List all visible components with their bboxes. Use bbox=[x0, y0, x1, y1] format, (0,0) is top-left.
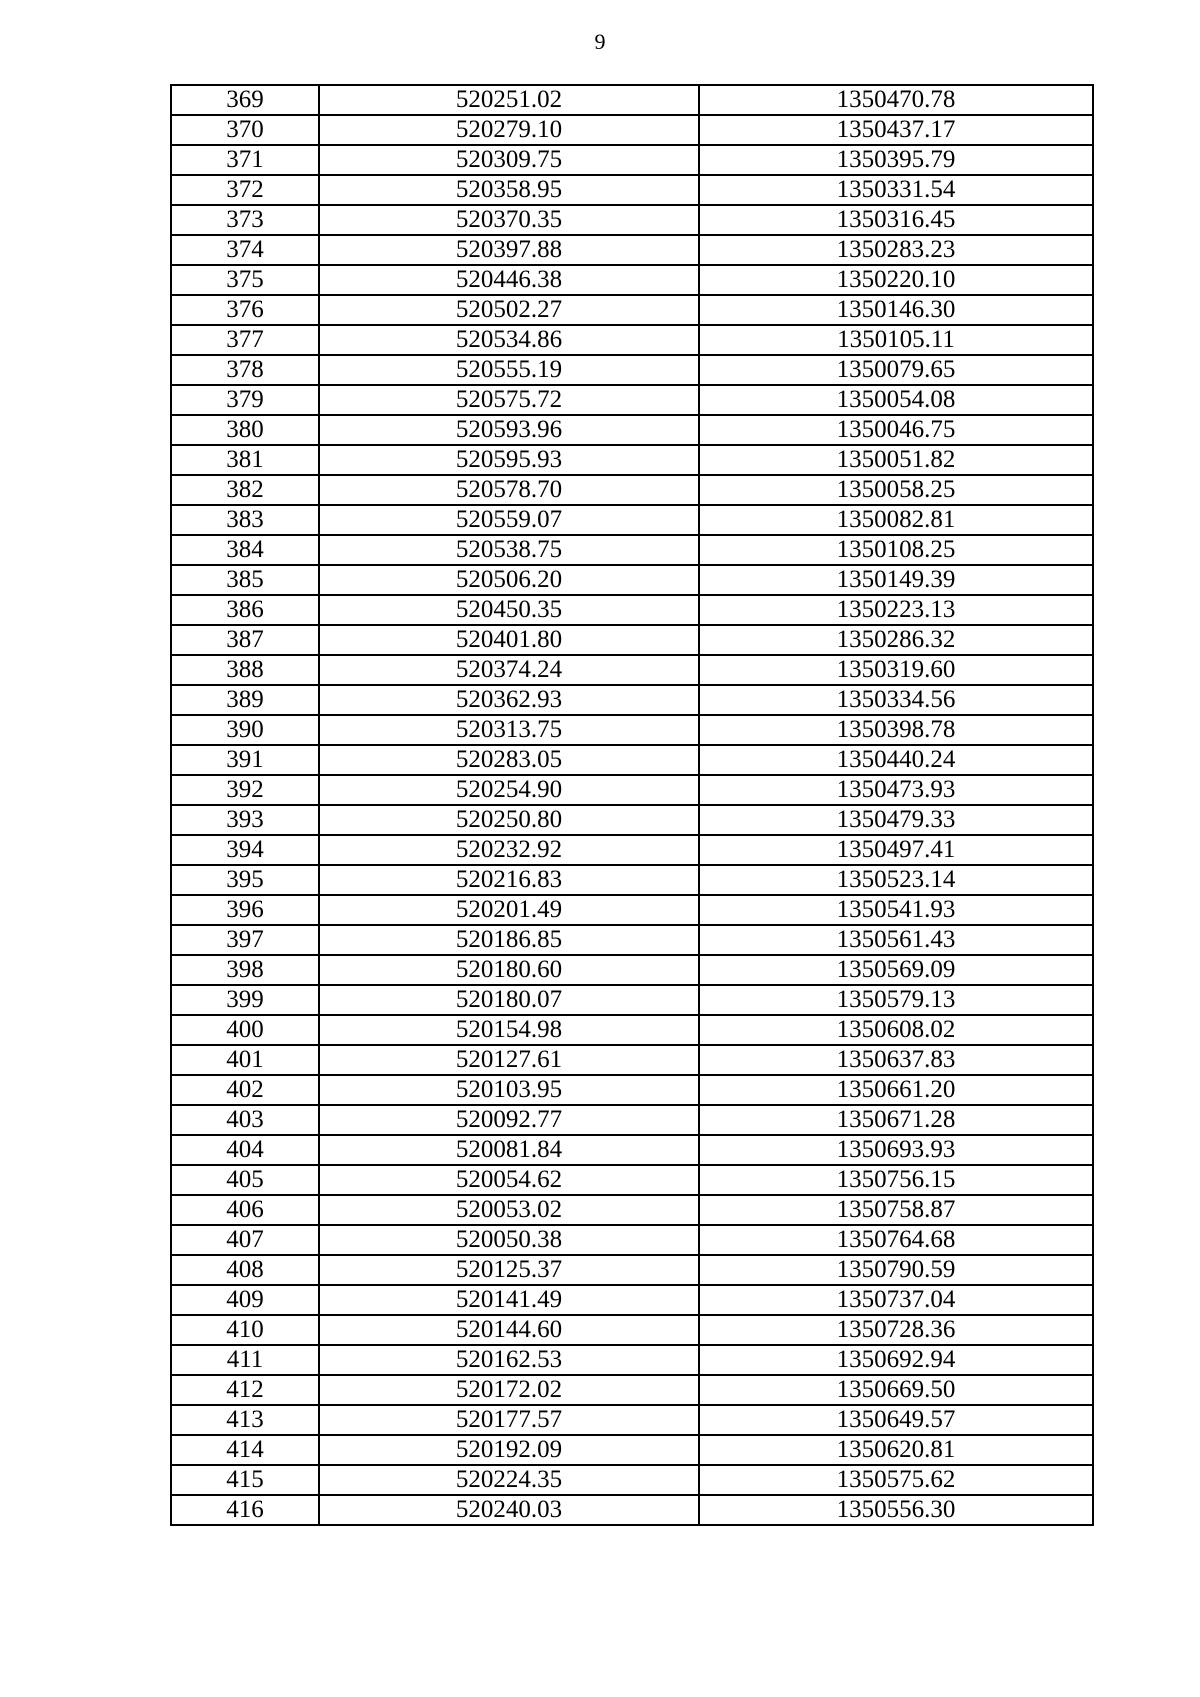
coordinates-table-body bbox=[171, 85, 1093, 1525]
x-coordinate-cell: 520054.62 bbox=[319, 1165, 699, 1195]
point-number-cell: 402 bbox=[171, 1075, 319, 1105]
table-row bbox=[171, 85, 1093, 115]
y-coordinate-cell: 1350079.65 bbox=[699, 355, 1093, 385]
point-number-cell: 392 bbox=[171, 775, 319, 805]
table-row bbox=[171, 1315, 1093, 1345]
y-coordinate-cell: 1350569.09 bbox=[699, 955, 1093, 985]
y-coordinate-cell: 1350756.15 bbox=[699, 1165, 1093, 1195]
table-row bbox=[171, 1435, 1093, 1465]
x-coordinate-cell: 520162.53 bbox=[319, 1345, 699, 1375]
point-number-cell: 377 bbox=[171, 325, 319, 355]
table-row bbox=[171, 775, 1093, 805]
y-coordinate-cell: 1350620.81 bbox=[699, 1435, 1093, 1465]
y-coordinate-cell: 1350108.25 bbox=[699, 535, 1093, 565]
point-number-cell: 379 bbox=[171, 385, 319, 415]
point-number-cell: 404 bbox=[171, 1135, 319, 1165]
table-row bbox=[171, 1255, 1093, 1285]
table-row bbox=[171, 955, 1093, 985]
y-coordinate-cell: 1350051.82 bbox=[699, 445, 1093, 475]
point-number-cell: 380 bbox=[171, 415, 319, 445]
y-coordinate-cell: 1350693.93 bbox=[699, 1135, 1093, 1165]
table-row bbox=[171, 1285, 1093, 1315]
x-coordinate-cell: 520446.38 bbox=[319, 265, 699, 295]
table-row bbox=[171, 895, 1093, 925]
x-coordinate-cell: 520534.86 bbox=[319, 325, 699, 355]
x-coordinate-cell: 520575.72 bbox=[319, 385, 699, 415]
point-number-cell: 388 bbox=[171, 655, 319, 685]
table-row bbox=[171, 415, 1093, 445]
x-coordinate-cell: 520358.95 bbox=[319, 175, 699, 205]
y-coordinate-cell: 1350470.78 bbox=[699, 85, 1093, 115]
x-coordinate-cell: 520251.02 bbox=[319, 85, 699, 115]
x-coordinate-cell: 520240.03 bbox=[319, 1495, 699, 1525]
x-coordinate-cell: 520103.95 bbox=[319, 1075, 699, 1105]
table-row bbox=[171, 445, 1093, 475]
x-coordinate-cell: 520370.35 bbox=[319, 205, 699, 235]
y-coordinate-cell: 1350579.13 bbox=[699, 985, 1093, 1015]
table-row bbox=[171, 1465, 1093, 1495]
point-number-cell: 406 bbox=[171, 1195, 319, 1225]
x-coordinate-cell: 520279.10 bbox=[319, 115, 699, 145]
x-coordinate-cell: 520401.80 bbox=[319, 625, 699, 655]
table-row bbox=[171, 1375, 1093, 1405]
y-coordinate-cell: 1350523.14 bbox=[699, 865, 1093, 895]
y-coordinate-cell: 1350561.43 bbox=[699, 925, 1093, 955]
table-row bbox=[171, 1045, 1093, 1075]
table-row bbox=[171, 1225, 1093, 1255]
point-number-cell: 408 bbox=[171, 1255, 319, 1285]
table-row bbox=[171, 805, 1093, 835]
x-coordinate-cell: 520127.61 bbox=[319, 1045, 699, 1075]
y-coordinate-cell: 1350790.59 bbox=[699, 1255, 1093, 1285]
table-row bbox=[171, 385, 1093, 415]
y-coordinate-cell: 1350556.30 bbox=[699, 1495, 1093, 1525]
y-coordinate-cell: 1350046.75 bbox=[699, 415, 1093, 445]
table-row bbox=[171, 1345, 1093, 1375]
x-coordinate-cell: 520374.24 bbox=[319, 655, 699, 685]
y-coordinate-cell: 1350331.54 bbox=[699, 175, 1093, 205]
point-number-cell: 371 bbox=[171, 145, 319, 175]
y-coordinate-cell: 1350220.10 bbox=[699, 265, 1093, 295]
x-coordinate-cell: 520081.84 bbox=[319, 1135, 699, 1165]
point-number-cell: 403 bbox=[171, 1105, 319, 1135]
point-number-cell: 401 bbox=[171, 1045, 319, 1075]
x-coordinate-cell: 520180.60 bbox=[319, 955, 699, 985]
point-number-cell: 384 bbox=[171, 535, 319, 565]
point-number-cell: 381 bbox=[171, 445, 319, 475]
y-coordinate-cell: 1350082.81 bbox=[699, 505, 1093, 535]
point-number-cell: 389 bbox=[171, 685, 319, 715]
y-coordinate-cell: 1350319.60 bbox=[699, 655, 1093, 685]
table-row bbox=[171, 475, 1093, 505]
point-number-cell: 399 bbox=[171, 985, 319, 1015]
table-row bbox=[171, 655, 1093, 685]
x-coordinate-cell: 520555.19 bbox=[319, 355, 699, 385]
x-coordinate-cell: 520092.77 bbox=[319, 1105, 699, 1135]
y-coordinate-cell: 1350149.39 bbox=[699, 565, 1093, 595]
point-number-cell: 369 bbox=[171, 85, 319, 115]
y-coordinate-cell: 1350440.24 bbox=[699, 745, 1093, 775]
x-coordinate-cell: 520450.35 bbox=[319, 595, 699, 625]
x-coordinate-cell: 520053.02 bbox=[319, 1195, 699, 1225]
point-number-cell: 416 bbox=[171, 1495, 319, 1525]
y-coordinate-cell: 1350398.78 bbox=[699, 715, 1093, 745]
table-row bbox=[171, 1105, 1093, 1135]
x-coordinate-cell: 520172.02 bbox=[319, 1375, 699, 1405]
y-coordinate-cell: 1350334.56 bbox=[699, 685, 1093, 715]
x-coordinate-cell: 520309.75 bbox=[319, 145, 699, 175]
y-coordinate-cell: 1350608.02 bbox=[699, 1015, 1093, 1045]
point-number-cell: 410 bbox=[171, 1315, 319, 1345]
x-coordinate-cell: 520232.92 bbox=[319, 835, 699, 865]
y-coordinate-cell: 1350764.68 bbox=[699, 1225, 1093, 1255]
y-coordinate-cell: 1350395.79 bbox=[699, 145, 1093, 175]
x-coordinate-cell: 520141.49 bbox=[319, 1285, 699, 1315]
y-coordinate-cell: 1350649.57 bbox=[699, 1405, 1093, 1435]
table-row bbox=[171, 295, 1093, 325]
point-number-cell: 373 bbox=[171, 205, 319, 235]
table-row bbox=[171, 325, 1093, 355]
y-coordinate-cell: 1350286.32 bbox=[699, 625, 1093, 655]
y-coordinate-cell: 1350541.93 bbox=[699, 895, 1093, 925]
point-number-cell: 375 bbox=[171, 265, 319, 295]
point-number-cell: 411 bbox=[171, 1345, 319, 1375]
coordinates-table bbox=[170, 84, 1094, 1526]
table-row bbox=[171, 595, 1093, 625]
point-number-cell: 393 bbox=[171, 805, 319, 835]
point-number-cell: 390 bbox=[171, 715, 319, 745]
table-row bbox=[171, 685, 1093, 715]
table-row bbox=[171, 925, 1093, 955]
point-number-cell: 405 bbox=[171, 1165, 319, 1195]
x-coordinate-cell: 520502.27 bbox=[319, 295, 699, 325]
x-coordinate-cell: 520144.60 bbox=[319, 1315, 699, 1345]
point-number-cell: 374 bbox=[171, 235, 319, 265]
x-coordinate-cell: 520125.37 bbox=[319, 1255, 699, 1285]
x-coordinate-cell: 520216.83 bbox=[319, 865, 699, 895]
y-coordinate-cell: 1350692.94 bbox=[699, 1345, 1093, 1375]
point-number-cell: 412 bbox=[171, 1375, 319, 1405]
table-row bbox=[171, 205, 1093, 235]
table-row bbox=[171, 625, 1093, 655]
x-coordinate-cell: 520559.07 bbox=[319, 505, 699, 535]
y-coordinate-cell: 1350637.83 bbox=[699, 1045, 1093, 1075]
table-row bbox=[171, 565, 1093, 595]
x-coordinate-cell: 520177.57 bbox=[319, 1405, 699, 1435]
y-coordinate-cell: 1350671.28 bbox=[699, 1105, 1093, 1135]
x-coordinate-cell: 520186.85 bbox=[319, 925, 699, 955]
x-coordinate-cell: 520192.09 bbox=[319, 1435, 699, 1465]
point-number-cell: 370 bbox=[171, 115, 319, 145]
table-row bbox=[171, 235, 1093, 265]
point-number-cell: 378 bbox=[171, 355, 319, 385]
table-row bbox=[171, 985, 1093, 1015]
table-row bbox=[171, 145, 1093, 175]
table-row bbox=[171, 505, 1093, 535]
y-coordinate-cell: 1350473.93 bbox=[699, 775, 1093, 805]
table-row bbox=[171, 1015, 1093, 1045]
x-coordinate-cell: 520283.05 bbox=[319, 745, 699, 775]
point-number-cell: 409 bbox=[171, 1285, 319, 1315]
point-number-cell: 382 bbox=[171, 475, 319, 505]
y-coordinate-cell: 1350661.20 bbox=[699, 1075, 1093, 1105]
point-number-cell: 415 bbox=[171, 1465, 319, 1495]
point-number-cell: 391 bbox=[171, 745, 319, 775]
x-coordinate-cell: 520362.93 bbox=[319, 685, 699, 715]
y-coordinate-cell: 1350575.62 bbox=[699, 1465, 1093, 1495]
x-coordinate-cell: 520224.35 bbox=[319, 1465, 699, 1495]
table-row bbox=[171, 535, 1093, 565]
table-row bbox=[171, 355, 1093, 385]
table-row bbox=[171, 715, 1093, 745]
x-coordinate-cell: 520180.07 bbox=[319, 985, 699, 1015]
table-row bbox=[171, 1135, 1093, 1165]
x-coordinate-cell: 520050.38 bbox=[319, 1225, 699, 1255]
x-coordinate-cell: 520154.98 bbox=[319, 1015, 699, 1045]
y-coordinate-cell: 1350105.11 bbox=[699, 325, 1093, 355]
table-row bbox=[171, 1165, 1093, 1195]
point-number-cell: 385 bbox=[171, 565, 319, 595]
y-coordinate-cell: 1350737.04 bbox=[699, 1285, 1093, 1315]
x-coordinate-cell: 520254.90 bbox=[319, 775, 699, 805]
point-number-cell: 398 bbox=[171, 955, 319, 985]
y-coordinate-cell: 1350758.87 bbox=[699, 1195, 1093, 1225]
point-number-cell: 407 bbox=[171, 1225, 319, 1255]
table-row bbox=[171, 745, 1093, 775]
y-coordinate-cell: 1350058.25 bbox=[699, 475, 1093, 505]
y-coordinate-cell: 1350316.45 bbox=[699, 205, 1093, 235]
point-number-cell: 414 bbox=[171, 1435, 319, 1465]
point-number-cell: 387 bbox=[171, 625, 319, 655]
y-coordinate-cell: 1350283.23 bbox=[699, 235, 1093, 265]
table-row bbox=[171, 1495, 1093, 1525]
point-number-cell: 413 bbox=[171, 1405, 319, 1435]
x-coordinate-cell: 520250.80 bbox=[319, 805, 699, 835]
table-row bbox=[171, 1195, 1093, 1225]
table-row bbox=[171, 265, 1093, 295]
x-coordinate-cell: 520578.70 bbox=[319, 475, 699, 505]
x-coordinate-cell: 520595.93 bbox=[319, 445, 699, 475]
x-coordinate-cell: 520313.75 bbox=[319, 715, 699, 745]
page-number: 9 bbox=[594, 29, 606, 54]
x-coordinate-cell: 520538.75 bbox=[319, 535, 699, 565]
y-coordinate-cell: 1350437.17 bbox=[699, 115, 1093, 145]
point-number-cell: 395 bbox=[171, 865, 319, 895]
table-row bbox=[171, 865, 1093, 895]
point-number-cell: 400 bbox=[171, 1015, 319, 1045]
point-number-cell: 386 bbox=[171, 595, 319, 625]
point-number-cell: 383 bbox=[171, 505, 319, 535]
table-row bbox=[171, 115, 1093, 145]
point-number-cell: 396 bbox=[171, 895, 319, 925]
point-number-cell: 394 bbox=[171, 835, 319, 865]
x-coordinate-cell: 520397.88 bbox=[319, 235, 699, 265]
x-coordinate-cell: 520201.49 bbox=[319, 895, 699, 925]
table-row bbox=[171, 835, 1093, 865]
table-row bbox=[171, 1075, 1093, 1105]
y-coordinate-cell: 1350669.50 bbox=[699, 1375, 1093, 1405]
y-coordinate-cell: 1350728.36 bbox=[699, 1315, 1093, 1345]
table-row bbox=[171, 1405, 1093, 1435]
table-row bbox=[171, 175, 1093, 205]
x-coordinate-cell: 520506.20 bbox=[319, 565, 699, 595]
y-coordinate-cell: 1350479.33 bbox=[699, 805, 1093, 835]
y-coordinate-cell: 1350146.30 bbox=[699, 295, 1093, 325]
point-number-cell: 372 bbox=[171, 175, 319, 205]
y-coordinate-cell: 1350223.13 bbox=[699, 595, 1093, 625]
point-number-cell: 376 bbox=[171, 295, 319, 325]
y-coordinate-cell: 1350497.41 bbox=[699, 835, 1093, 865]
y-coordinate-cell: 1350054.08 bbox=[699, 385, 1093, 415]
x-coordinate-cell: 520593.96 bbox=[319, 415, 699, 445]
point-number-cell: 397 bbox=[171, 925, 319, 955]
